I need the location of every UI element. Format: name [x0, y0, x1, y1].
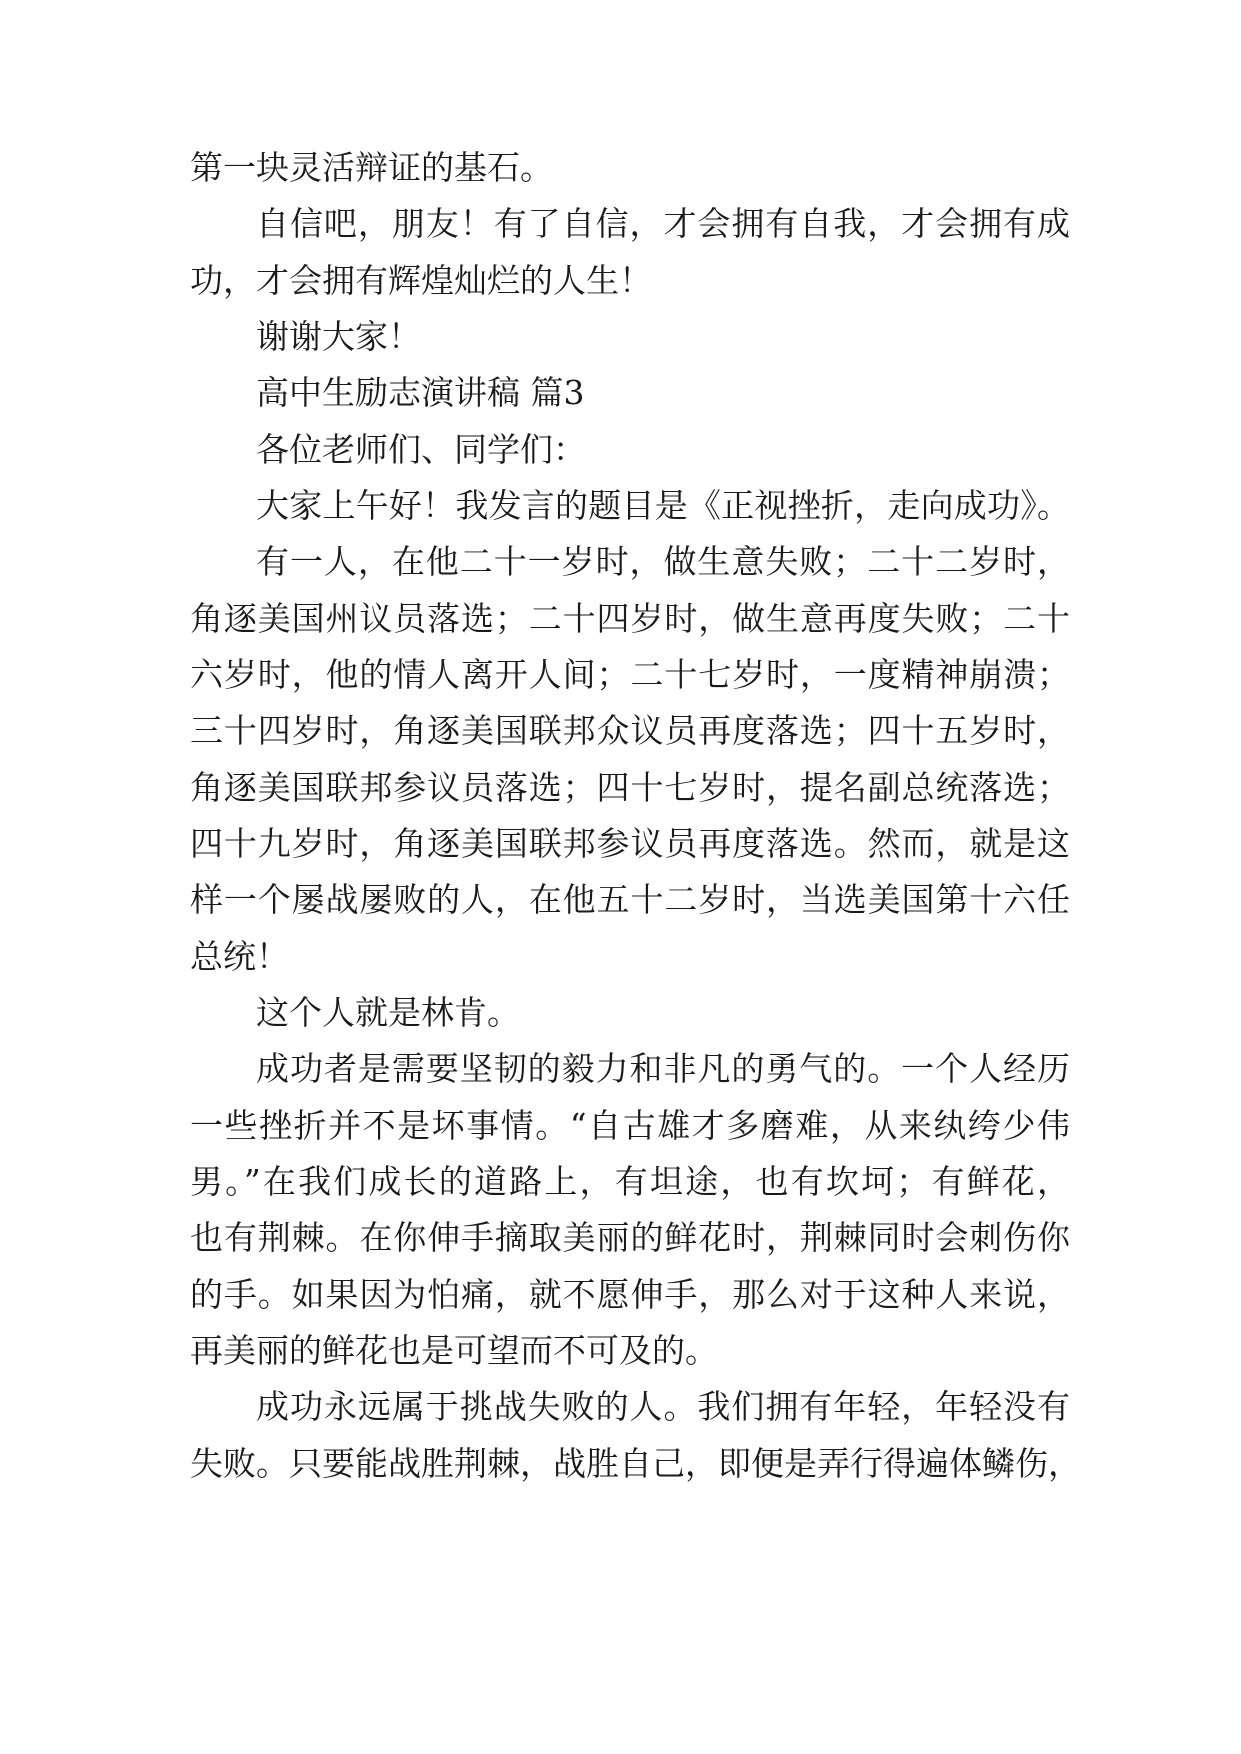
text-line: 失败。只要能战胜荆棘，战胜自己，即便是弄行得遍体鳞伤， — [190, 1444, 1081, 1483]
text-line: 谢谢大家！ — [256, 317, 421, 356]
text-line: 再美丽的鲜花也是可望而不可及的。 — [190, 1331, 718, 1370]
text-line: 自信吧，朋友！有了自信，才会拥有自我，才会拥有成 — [256, 204, 1070, 243]
text-line: 大家上午好！我发言的题目是《正视挫折，走向成功》。 — [256, 486, 1070, 525]
text-line: 也有荆棘。在你伸手摘取美丽的鲜花时，荆棘同时会刺伤你 — [190, 1218, 1070, 1257]
text-line: 三十四岁时，角逐美国联邦众议员再度落选；四十五岁时， — [190, 711, 1070, 750]
text-line: 成功永远属于挑战失败的人。我们拥有年轻，年轻没有 — [256, 1387, 1070, 1426]
text-line: 男。”在我们成长的道路上，有坦途，也有坎坷；有鲜花， — [190, 1162, 1070, 1201]
text-line: 第一块灵活辩证的基石。 — [190, 148, 553, 187]
text-line: 各位老师们、同学们： — [256, 430, 586, 469]
text-line: 有一人，在他二十一岁时，做生意失败；二十二岁时， — [256, 542, 1070, 581]
text-line: 六岁时，他的情人离开人间；二十七岁时，一度精神崩溃； — [190, 655, 1070, 694]
text-line: 四十九岁时，角逐美国联邦参议员再度落选。然而，就是这 — [190, 824, 1070, 863]
text-line: 样一个屡战屡败的人，在他五十二岁时，当选美国第十六任 — [190, 880, 1070, 919]
text-line: 总统！ — [190, 937, 289, 976]
text-line: 角逐美国联邦参议员落选；四十七岁时，提名副总统落选； — [190, 768, 1070, 807]
section-heading: 高中生励志演讲稿 篇3 — [256, 373, 585, 412]
text-line: 一些挫折并不是坏事情。“自古雄才多磨难，从来纨绔少伟 — [190, 1106, 1070, 1145]
text-line: 角逐美国州议员落选；二十四岁时，做生意再度失败；二十 — [190, 599, 1070, 638]
text-line: 的手。如果因为怕痛，就不愿伸手，那么对于这种人来说， — [190, 1275, 1070, 1314]
text-line: 功，才会拥有辉煌灿烂的人生！ — [190, 261, 652, 300]
text-line: 成功者是需要坚韧的毅力和非凡的勇气的。一个人经历 — [256, 1049, 1070, 1088]
text-line: 这个人就是林肯。 — [256, 993, 520, 1032]
